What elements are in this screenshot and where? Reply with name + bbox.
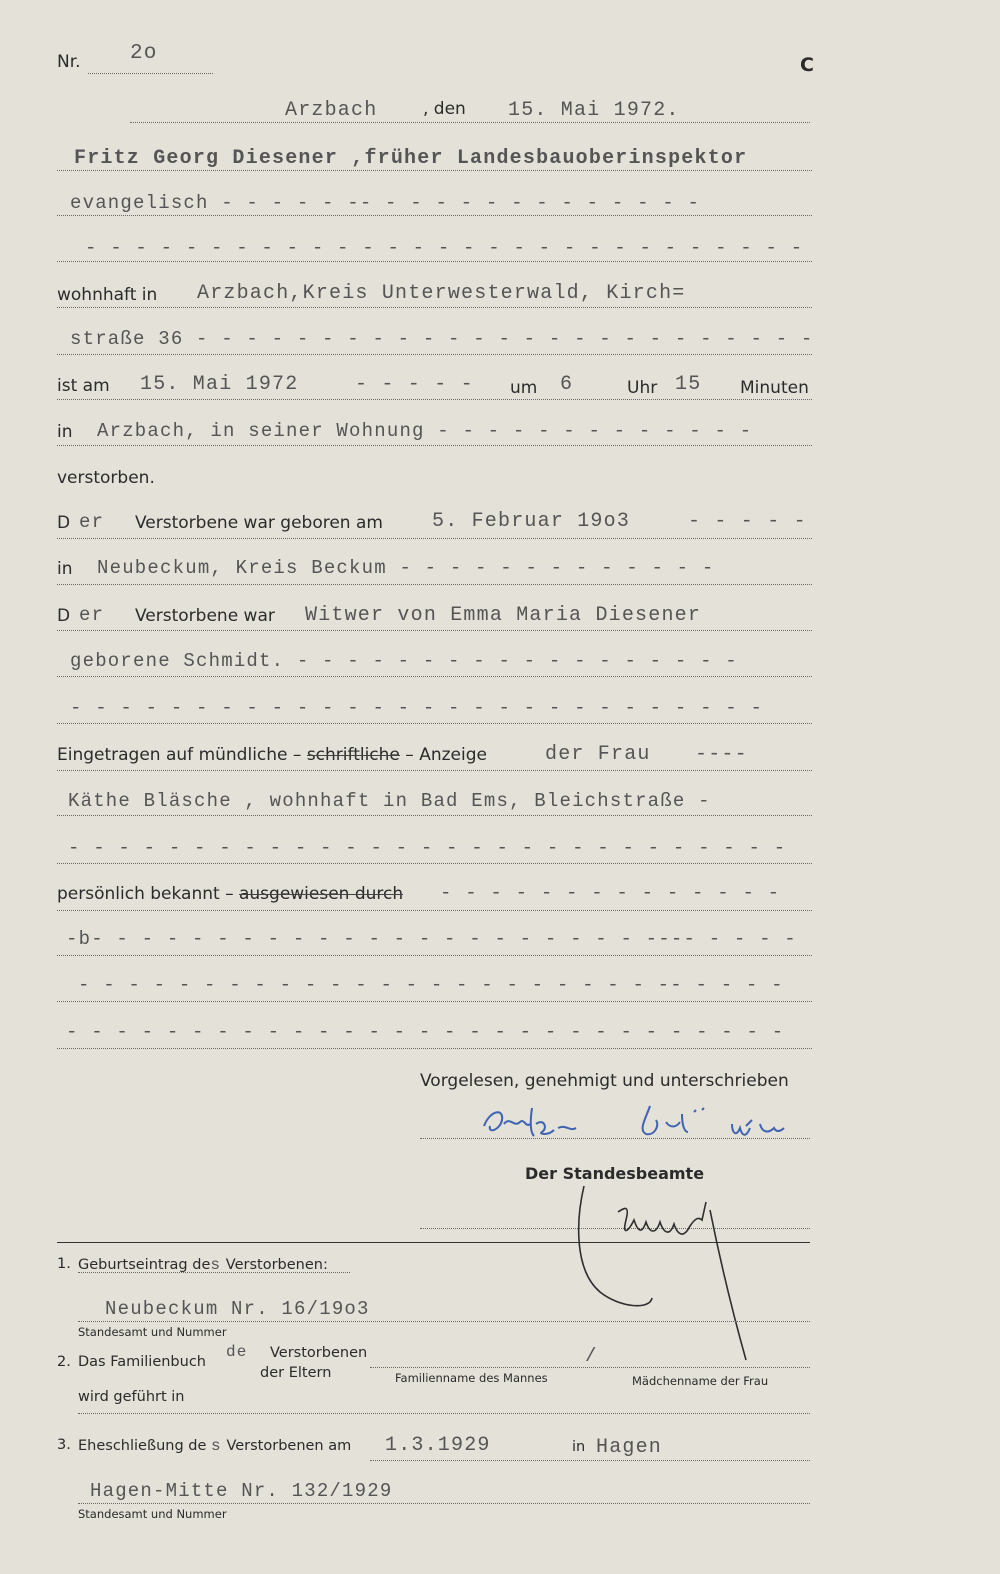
note-3-label-text-2: Verstorbenen am — [226, 1438, 352, 1454]
birth-place-label: in — [57, 559, 73, 579]
registration-value-dashes: ---- — [695, 743, 748, 766]
death-minutes: 15 — [675, 373, 702, 396]
religion-rule — [57, 215, 812, 216]
residence-value-2: straße 36 - - - - - - - - - - - - - - - - - - - - - - - - - — [70, 328, 814, 350]
informant: Käthe Bläsche , wohnhaft in Bad Ems, Bleichstraße - — [68, 790, 711, 812]
note-1-value-rule — [78, 1321, 810, 1322]
note-1-label-rule — [78, 1272, 350, 1273]
den-label: , den — [423, 99, 466, 119]
marital-value: Witwer von Emma Maria Diesener — [305, 604, 702, 627]
marital-d-suffix: er — [79, 604, 105, 626]
birth-d-label: D — [57, 513, 71, 533]
form-letter: C — [800, 54, 814, 76]
informant-signature-icon — [470, 1098, 815, 1150]
residence-label: wohnhaft in — [57, 285, 158, 305]
known-label-group — [57, 884, 403, 904]
birth-dashes: - - - - - — [688, 510, 807, 533]
note-2-option-parents: der Eltern — [260, 1365, 332, 1381]
note-3-date: 1.3.1929 — [385, 1434, 491, 1457]
marital-filler: - - - - - - - - - - - - - - - - - - - - - - - - - - - - — [70, 697, 764, 719]
registration-label-end: – Anzeige — [405, 745, 487, 765]
marital-rule — [57, 630, 812, 631]
place: Arzbach — [285, 99, 378, 122]
note-2-caption-husband: Familienname des Mannes — [395, 1371, 548, 1385]
read-approved-label: Vorgelesen, genehmigt und unterschrieben — [420, 1071, 789, 1091]
birth-place-rule — [57, 584, 812, 585]
residence-rule — [57, 307, 812, 308]
note-1-label-text-2: Verstorbenen: — [225, 1257, 328, 1273]
note-1-value: Neubeckum Nr. 16/19o3 — [105, 1298, 370, 1320]
death-date: 15. Mai 1972 — [140, 373, 299, 396]
informant-rule — [57, 815, 812, 816]
birth-place: Neubeckum, Kreis Beckum - - - - - - - - - - - - - — [97, 557, 715, 579]
note-3-number: 3. — [57, 1437, 71, 1453]
marital-text: Verstorbene war — [135, 606, 275, 626]
marital-d-label: D — [57, 606, 71, 626]
note-2-rule — [370, 1367, 810, 1368]
note-2-rule-2 — [78, 1413, 810, 1414]
marital-rule-2 — [57, 676, 812, 677]
death-hour: 6 — [560, 373, 574, 396]
note-3-suffix: s — [211, 1437, 222, 1455]
note-2-slash: / — [585, 1345, 598, 1367]
note-1-number: 1. — [57, 1256, 71, 1272]
official-signature-icon — [570, 1180, 770, 1370]
note-2-label-2: wird geführt in — [78, 1389, 185, 1405]
note-2-caption-wife: Mädchenname der Frau — [632, 1374, 769, 1388]
birth-date: 5. Februar 19o3 — [432, 510, 631, 533]
registration-filler-rule — [57, 863, 812, 864]
note-2-label: Das Familienbuch — [78, 1354, 206, 1370]
registration-label — [57, 745, 487, 765]
minuten-label: Minuten — [740, 378, 809, 398]
note-2-de: de — [226, 1343, 248, 1361]
filler-line-1: - - - - - - - - - - - - - - - - - - - - - - - - - - - - - — [85, 237, 804, 259]
note-2-number: 2. — [57, 1354, 71, 1370]
known-struck-option: ausgewiesen durch — [238, 884, 404, 904]
name-rule — [57, 170, 812, 171]
note-3-rule — [370, 1460, 810, 1461]
known-label: persönlich bekannt – — [57, 884, 234, 904]
place-date-rule — [130, 122, 810, 123]
residence-value: Arzbach,Kreis Unterwesterwald, Kirch= — [197, 282, 686, 305]
registration-filler-rule-2 — [57, 955, 812, 956]
death-time-rule — [57, 399, 812, 400]
death-place: Arzbach, in seiner Wohnung - - - - - - - - - - - - - — [97, 420, 753, 442]
birth-date-rule — [57, 538, 812, 539]
registration-filler-rule-3 — [57, 1001, 812, 1002]
registration-filler: - - - - - - - - - - - - - - - - - - - - - - - - - - - - - — [68, 837, 787, 859]
birth-text: Verstorbene war geboren am — [135, 513, 383, 533]
nr-rule — [88, 73, 213, 74]
marital-filler-rule — [57, 723, 812, 724]
note-3-value: Hagen-Mitte Nr. 132/1929 — [90, 1480, 393, 1502]
registration-label-start: Eingetragen auf mündliche – — [57, 745, 302, 765]
registration-rule — [57, 770, 812, 771]
registration-filler-4: - - - - - - - - - - - - - - - - - - - - - - - - - - - - - — [66, 1021, 785, 1043]
registration-filler-rule-4 — [57, 1048, 812, 1049]
note-3-caption: Standesamt und Nummer — [78, 1507, 227, 1521]
death-place-label: in — [57, 422, 73, 442]
nr-label: Nr. — [57, 52, 81, 72]
religion: evangelisch - - - - - -- - - - - - - - - - - - - - — [70, 192, 701, 214]
note-3-place: Hagen — [596, 1436, 663, 1459]
note-1-suffix: s — [210, 1256, 222, 1274]
known-dashes: - - - - - - - - - - - - - - — [440, 882, 781, 904]
marital-value-2: geborene Schmidt. - - - - - - - - - - - - - - - - - - — [70, 650, 738, 672]
death-date-dashes: - - - - - — [355, 373, 474, 396]
official-title: Der Standesbeamte — [525, 1164, 705, 1183]
note-3-value-rule — [78, 1503, 810, 1504]
registration-filler-3: - - - - - - - - - - - - - - - - - - - - - - - -- - - - - — [78, 974, 784, 996]
section-divider — [57, 1242, 810, 1243]
um-label: um — [510, 378, 538, 398]
nr-value: 2o — [130, 42, 158, 65]
known-rule — [57, 910, 812, 911]
note-3-label — [78, 1437, 351, 1455]
uhr-label: Uhr — [627, 378, 658, 398]
note-3-in: in — [572, 1439, 586, 1455]
birth-d-suffix: er — [79, 511, 105, 533]
registration-value: der Frau — [545, 743, 651, 766]
note-2-option-deceased: Verstorbenen — [270, 1345, 368, 1361]
residence-rule-2 — [57, 354, 812, 355]
record-date: 15. Mai 1972. — [508, 99, 680, 122]
death-date-label: ist am — [57, 376, 110, 396]
note-3-label-text: Eheschließung de — [78, 1438, 207, 1454]
deceased-name-occupation: Fritz Georg Diesener ,früher Landesbauoberinspektor — [74, 147, 748, 170]
registration-struck-option: schriftliche — [306, 745, 400, 765]
note-1-label-text: Geburtseintrag de — [78, 1257, 211, 1273]
informant-signature-rule — [420, 1138, 810, 1139]
registration-filler-2: -b- - - - - - - - - - - - - - - - - - - - - - ---- - - - - — [66, 928, 797, 950]
verstorben-label: verstorben. — [57, 468, 155, 488]
note-1-caption: Standesamt und Nummer — [78, 1325, 227, 1339]
death-place-rule — [57, 445, 812, 446]
filler-rule-1 — [57, 261, 812, 262]
